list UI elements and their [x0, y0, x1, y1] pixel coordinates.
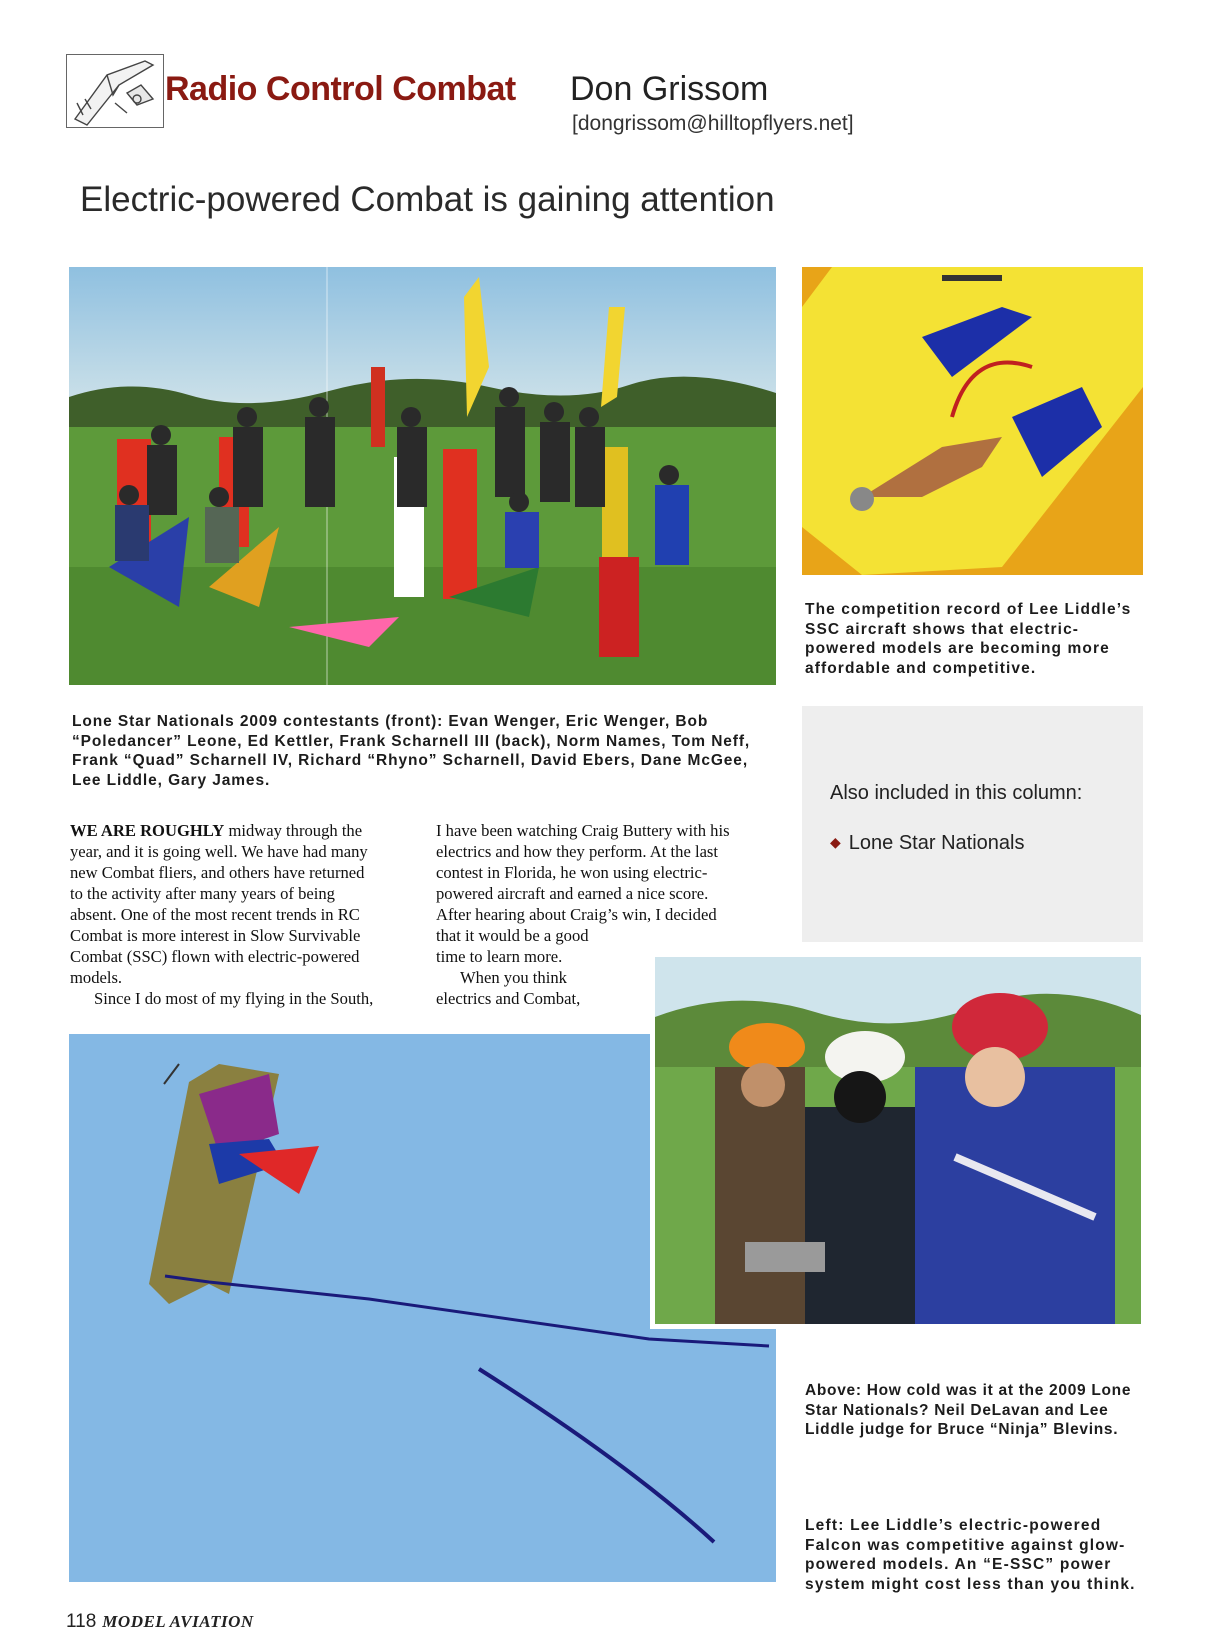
- author-name: Don Grissom: [570, 70, 769, 108]
- falcon-caption: Left: Lee Liddle’s electric-powered Falcon was competitive against glow-powered models. An “E-SSC” power system might cost less than you think.: [805, 1517, 1136, 1593]
- page-footer: [66, 1611, 254, 1633]
- paragraph-2: Since I do most of my flying in the South,: [94, 989, 374, 1008]
- lead-in: WE ARE ROUGHLY: [70, 821, 225, 840]
- article-headline: Electric-powered Combat is gaining attention: [80, 180, 775, 219]
- column-logo: [66, 54, 164, 128]
- ssc-caption: The competition record of Lee Liddle’s SSC aircraft shows that electric-powered models are becoming more affordable and competitive.: [805, 601, 1132, 677]
- group-photo: [69, 267, 776, 685]
- bullet-icon: ◆: [830, 834, 841, 850]
- group-photo-icon: [69, 267, 776, 685]
- magazine-name: MODEL AVIATION: [102, 1612, 254, 1631]
- sidebar-item: [830, 832, 1024, 855]
- ssc-aircraft-photo: [802, 267, 1143, 575]
- sidebar-item-label: Lone Star Nationals: [848, 832, 1025, 854]
- author-email: [dongrissom@hilltopflyers.net]: [572, 112, 854, 135]
- judges-caption: Above: How cold was it at the 2009 Lone Star Nationals? Neil DeLavan and Lee Liddle judge for Bruce “Ninja” Blevins.: [805, 1382, 1132, 1438]
- body-column-2: I have been watching Craig Buttery with his electrics and how they perform. At the last contest in Florida, he won using electric- powered aircraft and earned a nice score. After hearing about Craig’s win, I decided that it would be a good time to learn more. When you think electrics and Combat,: [436, 821, 730, 1008]
- judges-photo: [650, 952, 1146, 1329]
- group-caption: Lone Star Nationals 2009 contestants (front): Evan Wenger, Eric Wenger, Bob “Poledancer” Leone, Ed Kettler, Frank Scharnell III (back), Norm Names, Tom Neff, Frank “Quad” Scharnell IV, Richard “Rhyno” Scharnell, David Ebers, Dane McGee, Lee Liddle, Gary James.: [72, 713, 751, 789]
- rc-airplane-logo-icon: [67, 55, 163, 127]
- column-title: Radio Control Combat: [165, 70, 516, 108]
- page-number: 118: [66, 1611, 97, 1632]
- sidebar-box: [802, 706, 1143, 942]
- sidebar-heading: Also included in this column:: [830, 782, 1083, 804]
- ssc-aircraft-photo-icon: [802, 267, 1143, 575]
- judges-photo-icon: [655, 957, 1141, 1324]
- body-column-1: WE ARE ROUGHLY midway through the year, and it is going well. We have had many new Combat fliers, and others have returned to the activity after many years of being absent. One of the most recent trends in RC Combat is more interest in Slow Survivable Combat (SSC) flown with electric-powered models. Since I do most of my flying in the South,: [70, 820, 410, 1009]
